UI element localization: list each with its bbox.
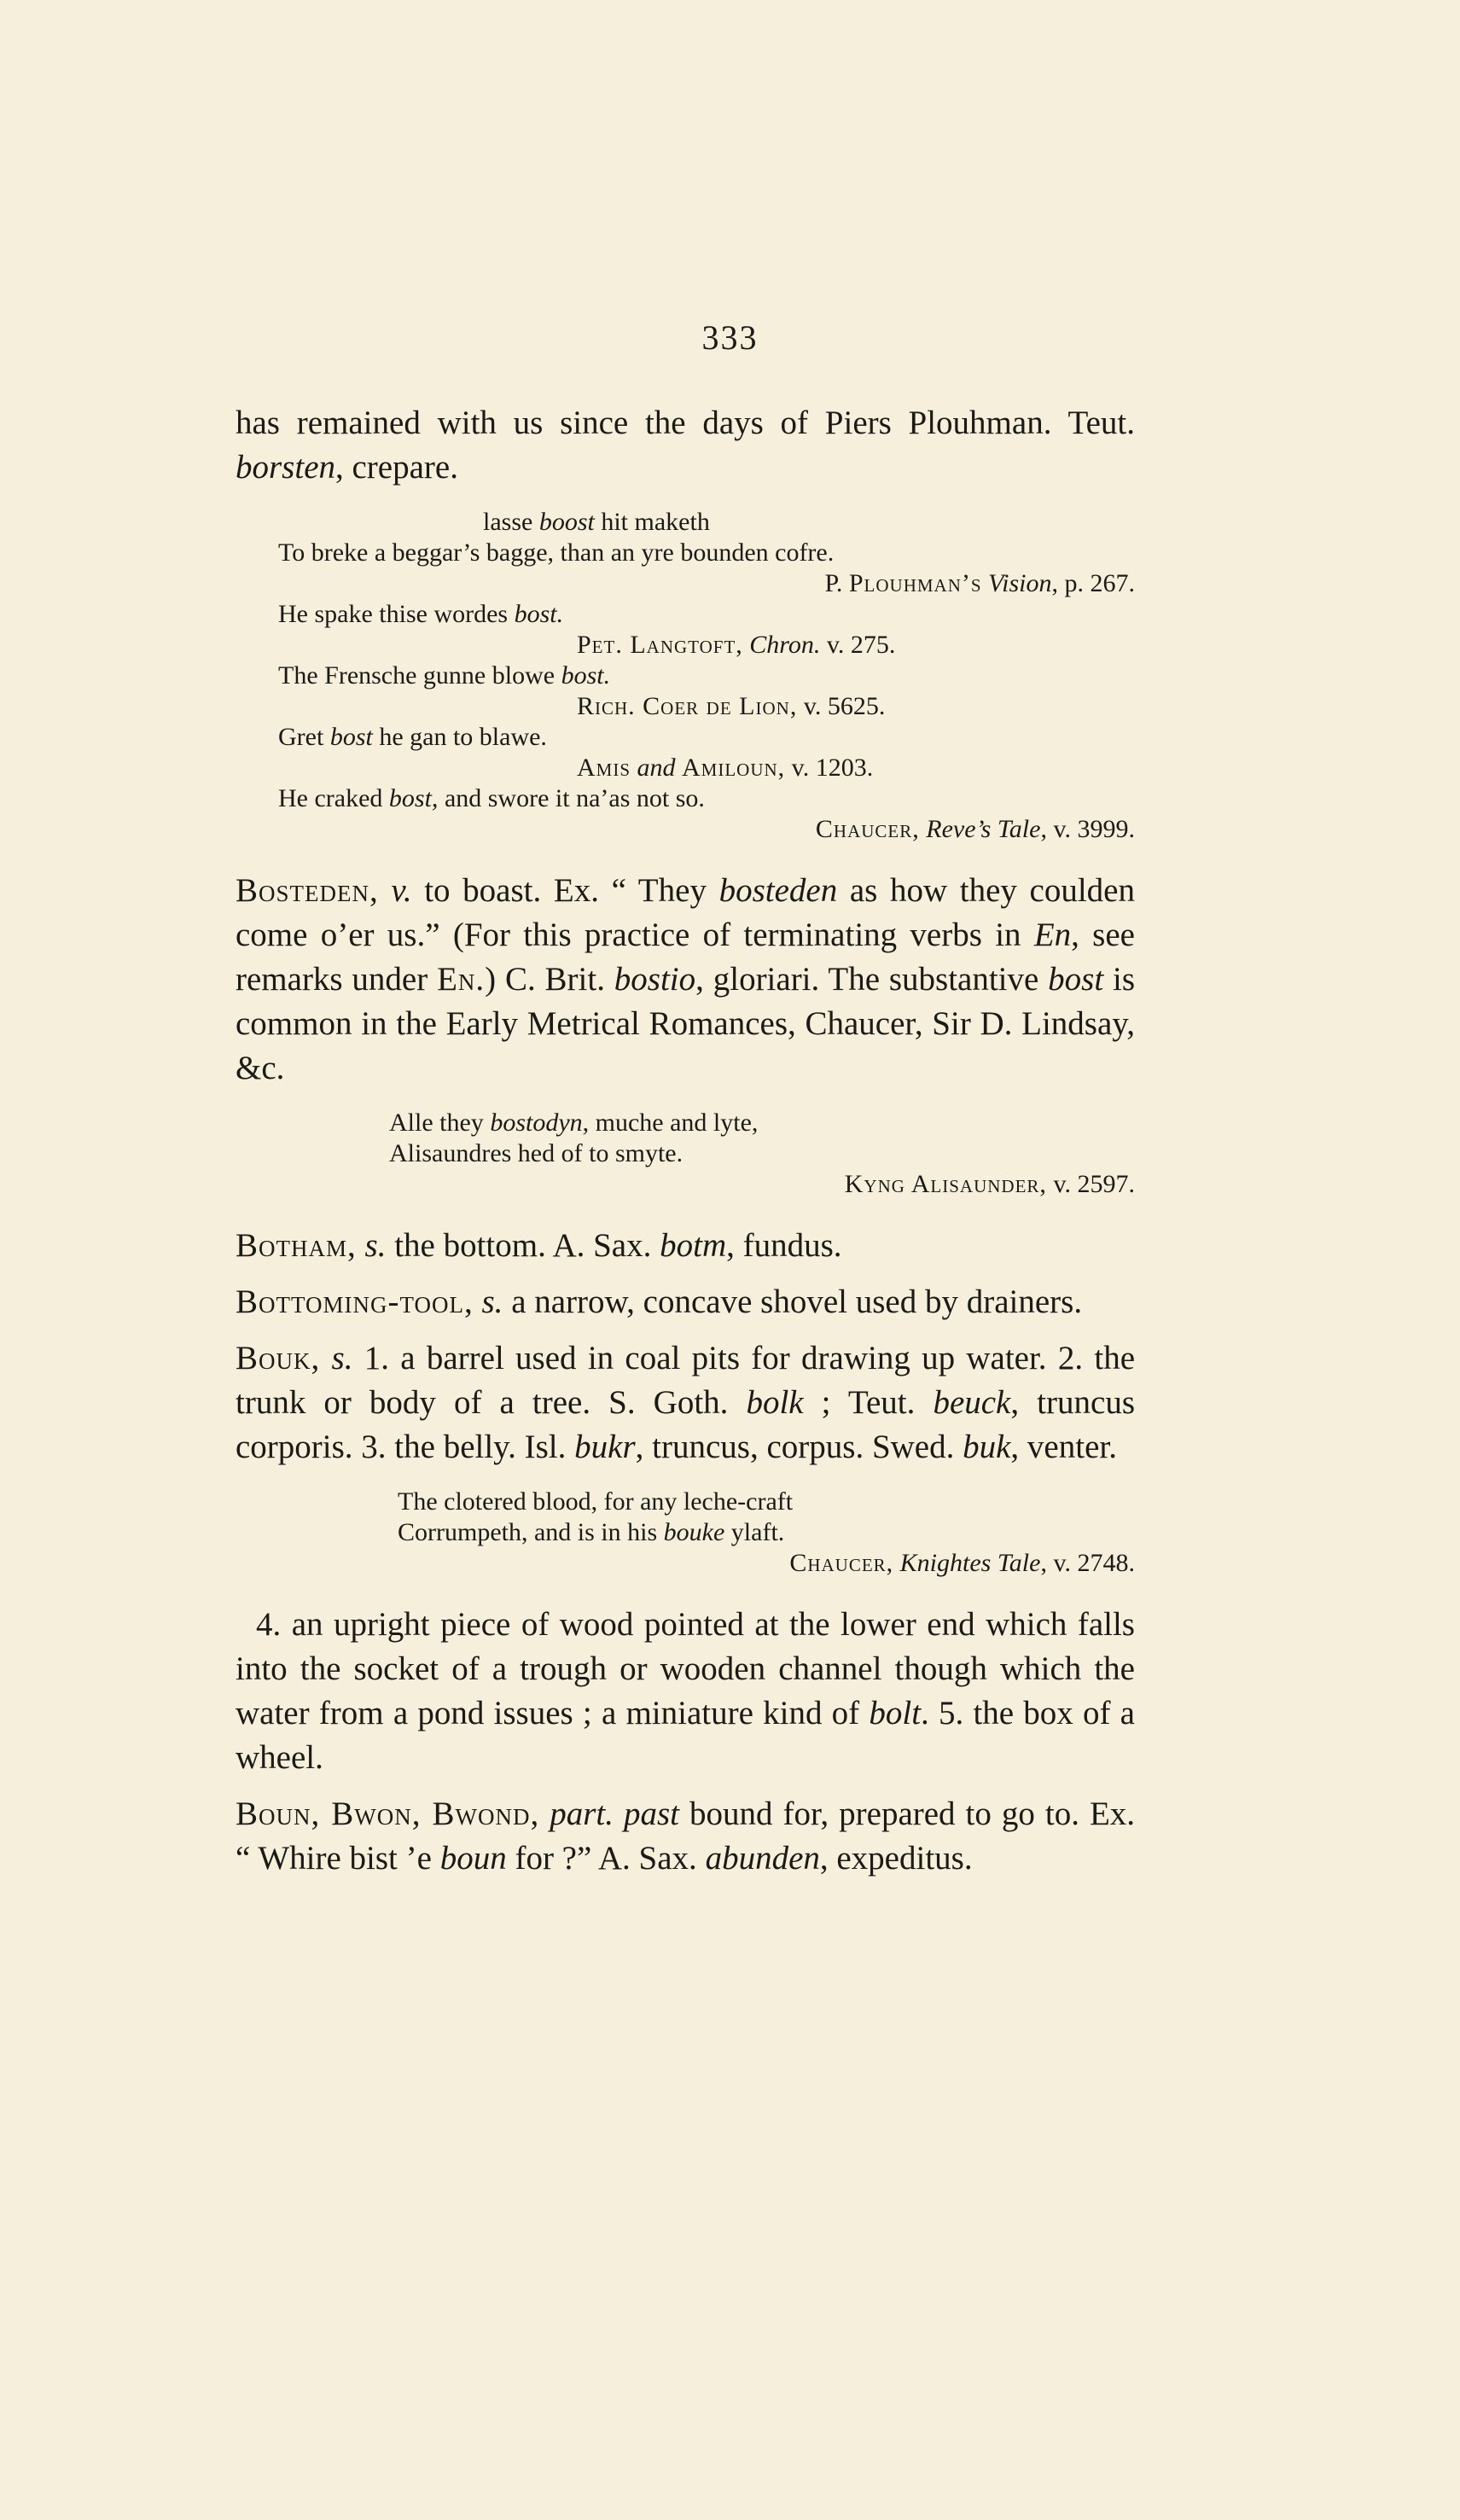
entry-paragraph: Bosteden, v. to boast. Ex. “ They bosteden as how they coulden come o’er us.” (For this practice of terminating verbs in En, see remarks under En.) C. Brit. bostio, gloriari. The substantive bost is common in the Early Metrical Romances, Chaucer, Sir D. Lindsay, &c. [236,872,1136,1086]
citation: Rich. Coer de Lion, v. 5625. [577,692,886,720]
entry-paragraph: has remained with us since the days of Piers Plouhman. Teut. borsten, crepare. [236,404,1135,486]
verse-line: He spake thise wordes bost. [278,600,564,628]
verse-line: Gret bost he gan to blawe. [278,723,547,751]
entry-paragraph: 4. an upright piece of wood pointed at the lower end which falls into the socket of a trough or wooden channel though which the water from a pond issues ; a miniature kind of bolt. 5. the box of a wheel. [236,1606,1135,1776]
verse-quotation [236,1487,1135,1579]
entry-paragraph: Bottoming-tool, s. a narrow, concave shovel used by drainers. [236,1283,1083,1320]
page-number: 333 [701,318,759,357]
entry-paragraph: Botham, s. the bottom. A. Sax. botm, fundus. [236,1227,842,1264]
citation: Pet. Langtoft, Chron. v. 275. [577,631,896,659]
citation: P. Plouhman’s Vision, p. 267. [824,569,1135,597]
verse-line: Corrumpeth, and is in his bouke ylaft. [398,1518,785,1546]
verse-line: He craked bost, and swore it na’as not so. [278,784,705,812]
verse-line: Alisaundres hed of to smyte. [389,1139,683,1167]
citation: Amis and Amiloun, v. 1203. [577,754,874,782]
verse-line: To breke a beggar’s bagge, than an yre bounden cofre. [278,538,835,567]
citation: Chaucer, Knightes Tale, v. 2748. [789,1549,1135,1577]
citation: Kyng Alisaunder, v. 2597. [844,1170,1135,1198]
verse-line: Alle they bostodyn, muche and lyte, [389,1109,759,1137]
entry-paragraph: Boun, Bwon, Bwond, part. past bound for, prepared to go to. Ex. “ Whire bist ’e boun for ?” A. Sax. abunden, expeditus. [236,1795,1136,1877]
verse-line: The clotered blood, for any leche-craft [398,1487,794,1516]
verse-quotation [236,507,1135,845]
verse-line: The Frensche gunne blowe bost. [278,661,611,690]
entry-paragraph: Bouk, s. 1. a barrel used in coal pits for drawing up water. 2. the trunk or body of a tree. S. Goth. bolk ; Teut. beuck, truncus corporis. 3. the belly. Isl. bukr, truncus, corpus. Swed. buk, venter. [236,1340,1135,1465]
verse-line: lasse boost hit maketh [483,508,710,536]
verse-quotation [236,1108,1135,1200]
main-text-column [236,401,1135,1881]
citation: Chaucer, Reve’s Tale, v. 3999. [815,815,1135,843]
